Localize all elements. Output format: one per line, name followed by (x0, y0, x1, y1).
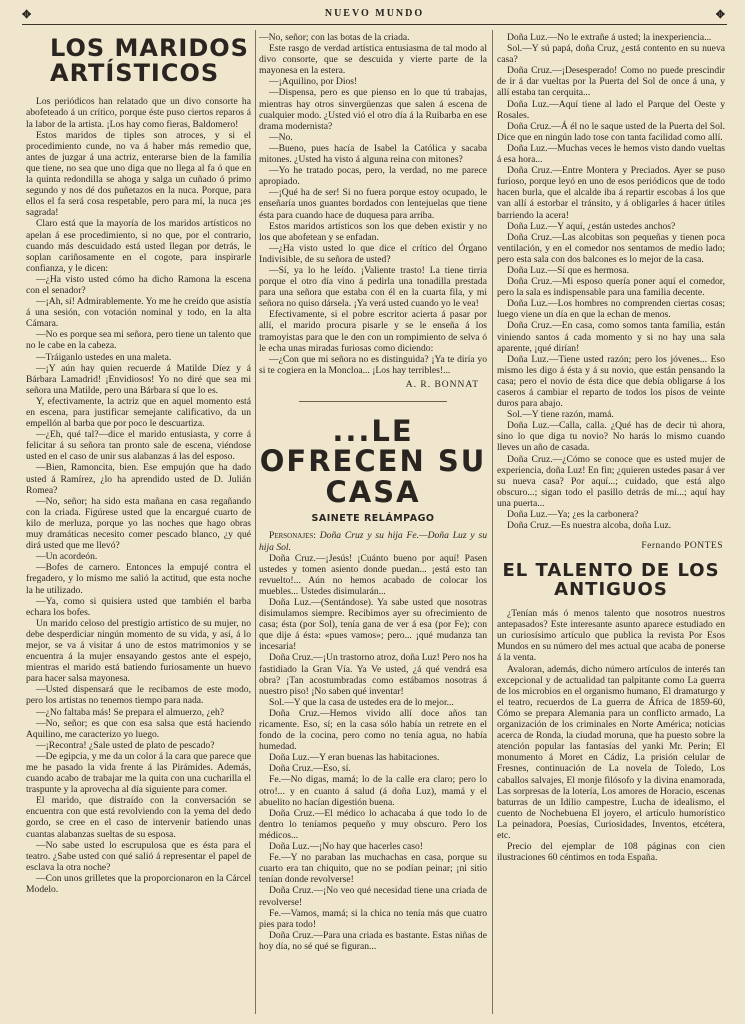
paragraph: Doña Cruz.—¡No veo qué necesidad tiene una criada de revolverse! (259, 885, 487, 908)
paragraph: Doña Luz.—¡No hay que hacerles caso! (269, 841, 423, 853)
paragraph: Doña Cruz.—El médico lo achacaba á que todo lo de dentro lo teníamos pequeño y muy obscuro. Pero los médicos... (259, 807, 487, 841)
article-body-maridos-continued (259, 32, 487, 376)
paragraph: El marido, que distraído con la conversación se encuentra con que está revolviendo con la yema del dedo gordo, se cree en el caso de intervenir batiendo unas cuantas alabanzas sueltas de su esposa. (26, 795, 251, 840)
paragraph: Doña Luz.—Sí que es hermosa. (507, 264, 630, 276)
paragraph: —Usted dispensará que le recibamos de este modo, pero los artistas no tenemos tiempo para nada. (26, 684, 251, 707)
paragraph: Doña Cruz.—¡Jesús! ¡Cuánto bueno por aquí! Pasen ustedes y tomen asiento donde puedan... ¡está esto tan revuelto!... Aún no hemos acabado de colocar los muebles... Ustedes disimularán... (259, 552, 487, 597)
paragraph: Doña Cruz.—¡Desesperado! Como no puede prescindir de ir á dar vueltas por la Puerta del Sol de once á una, y allí estaba tan cerquita... (497, 65, 725, 99)
paragraph: Doña Cruz.—Mi esposo quería poner aquí el comedor, pero la sala es indispensable para una familia decente. (497, 276, 725, 299)
paragraph: Doña Luz.—Y eran buenas las habitaciones. (269, 752, 440, 764)
paragraph: Doña Cruz.—En casa, como somos tanta familia, están viniendo santos á cada momento y si no hay una sala aparente, ¡qué dirían! (497, 320, 725, 354)
paragraph: Doña Luz.—Tiene usted razón; pero los jóvenes... Eso mismo les digo á ésta y á su novio, que están pensando la casa; pero el novio de ésta dice que debía obligarse á los caseros á cambiar el reparto de todos los pisos de veinte duros para abajo. (497, 353, 725, 410)
paragraph: —¿Eh, qué tal?—dice el marido entusiasta, y corre á felicitar á su señora tan pronto sale de escena, viéndose usted en el caso de unir sus alabanzas á las del esposo. (26, 429, 251, 463)
paragraph: Sol.—Y tiene razón, mamá. (507, 409, 614, 421)
paragraph: Los periódicos han relatado que un divo consorte ha abofeteado á un crítico, porque éste puso ciertos reparos á la labor de la artista. ¡Los hay como fieras, Baldomero! (26, 96, 251, 130)
paragraph: —Bien, Ramoncita, bien. Ese empujón que ha dado usted á Ramírez, ¿lo ha aprendido usted de D. Julián Romea? (26, 462, 251, 496)
paragraph: —Sí, ya lo he leído. ¡Valiente trasto! La tiene tirria porque el otro día vino á pedirla una tonadilla prestada para una señora que estaba con él en la cuarta fila, y mi señora no quiso dársela. ¡Ya verá usted cuando yo le vea! (259, 264, 487, 310)
paragraph: Doña Cruz.—Entre Montera y Preciados. Ayer se puso furioso, porque leyó en uno de esos periódicos que de todo hacen burla, que el alcalde iba á repartir escobas á los que van allí á estorbar el tránsito, y á obligarles á hacer útiles barriendo la acera! (497, 165, 725, 221)
paragraph: —¿Con que mi señora no es distinguida? ¡Ya te diría yo si te cogiera en la Moncloa... ¡Los hay terribles!... (259, 353, 487, 376)
author-signature: Fernando PONTES (641, 541, 723, 552)
paragraph: Un marido celoso del prestigio artístico de su mujer, no debe desperdiciar ningún momento de su vida, y así, á lo mejor, se va á visitar á uno de estos matrimonios y se encuentra á la mujer ensayando gestos ante el espejo, mientras el marido está batiendo furiosamente un huevo para hacer salsa mayonesa. (26, 617, 251, 685)
paragraph: Doña Cruz.—Eso, sí. (269, 763, 351, 775)
paragraph: Doña Luz.—Ya; ¿es la carbonera? (507, 509, 639, 521)
article-body-ofrecen-continued (497, 32, 725, 531)
paragraph: Doña Cruz.—Para una criada es bastante. Estas niñas de hoy día, no sé qué se figuran... (259, 929, 487, 952)
paragraph: —Tráiganlo ustedes en una maleta. (36, 351, 172, 363)
paragraph: —No, señor; con las botas de la criada. (259, 32, 410, 43)
paragraph: Efectivamente, si el pobre escritor acierta á pasar por allí, el marido procura pisarle y se le enseña á los tramoyistas para que le den con un rompimiento de selva ó le echa unas miradas furiosas como diciendo: (259, 309, 487, 354)
paragraph: Estos maridos artísticos son los que deben existir y no los que abofetean y se enfadan. (259, 220, 487, 243)
author-signature: A. R. BONNAT (405, 379, 479, 390)
paragraph: —¡Y aún hay quien recuerde á Matilde Díez y á Bárbara Lamadrid! ¡Envidiosos! Yo no diré que sea mi señora una Matilde, pero una Bárbara sí que lo es. (26, 362, 251, 396)
paragraph: —Con unos grilletes que la proporcionaron en la Cárcel Modelo. (26, 872, 251, 896)
column-2 (259, 32, 487, 1014)
paragraph: Doña Cruz.—Á él no le saque usted de la Puerta del Sol. Dice que en ningún lado tose con tanta facilidad como allí. (497, 120, 725, 143)
paragraph: Doña Luz.—(Sentándose). Ya sabe usted que nosotras disimulamos siempre. Recibimos ayer su ofrecimiento de casa; ésta (por Sol), tenía gana de ver á esa (por Fe); con que dije á ésta: «pues vamos»; pero... ¡qué mudanza tan incesaria! (259, 596, 487, 653)
paragraph: Precio del ejemplar de 108 páginas con cien ilustraciones 60 céntimos en toda España. (497, 841, 725, 864)
paragraph: —¡Ah, sí! Admirablemente. Yo me he creído que asistía á una sesión, con votación nominal y todo, en la alta Cámara. (26, 296, 251, 330)
column-divider (492, 30, 493, 1014)
paragraph: —No, señor; ha sido esta mañana en casa regañando con la criada. Figúrese usted que la encargué cuarto de kilo de merluza, porque yo las noches que hago obras muy dramáticas necesito comer pescado blanco, ¿y qué dirá usted que me llevó? (26, 495, 251, 552)
paragraph: Sol.—Y sú papá, doña Cruz, ¿está contento en su nueva casa? (497, 43, 725, 66)
article-title-talento: EL TALENTO DE LOS ANTIGUOS (502, 560, 720, 601)
paragraph: Doña Luz.—No le extrañe á usted; la inexperiencia... (507, 32, 712, 43)
page-header (22, 8, 727, 25)
paragraph: —Un acordeón. (36, 551, 98, 563)
paragraph: —No, señor; es que con esa salsa que está haciendo Aquilino, me caracterizo yo luego. (26, 717, 251, 740)
paragraph: —Dispensa, pero es que pienso en lo que tú trabajas, mientras hay otros sinvergüenzas que salen á escena de cualquier modo. ¿Usted vió el otro día á la Ruibarba en ese drama modernista? (259, 87, 487, 132)
paragraph: —¡Recontra! ¿Sale usted de plato de pescado? (36, 739, 215, 751)
paragraph: —No sabe usted lo escrupulosa que es ésta para el teatro. ¿Sabe usted con qué salió á representar el papel de esclava la otra noche? (26, 839, 251, 873)
paragraph: Fe.—No digas, mamá; lo de la calle era claro; pero lo otro!... y en cuanto á salud (á doña Luz), mamá y el abuelito no hacían digestión buena. (259, 774, 487, 808)
paragraph: —¿No faltaba más! Se prepara el almuerzo, ¿eh? (36, 706, 225, 718)
paragraph: Estos maridos de tiples son atroces, y si el procedimiento cunde, no va á haber más remedio que, antes de juzgar á una actriz, enterarse bien de la familia que tiene, no sea que uno diga que no llega al fa ó que en la quinta redondilla se ahoga y salga un cuñado ó primo segundo y nos dé dos puñetazos en la nuca. Porque, para ellos el fa será cosa respetable, pero para mí, la nuca ¡es sagrada! (26, 129, 251, 219)
paragraph: Doña Cruz.—¡Un trastorno atroz, doña Luz! Pero nos ha fastidiado la Gran Vía. Ya Ve usted, ¿á qué vendrá esa obra? ¡Tan acostumbradas como estábamos nosotras á nuestro piso! ¡No saben qué inventar! (259, 652, 487, 697)
paragraph: Fe.—Vamos, mamá; si la chica no tenía más que cuatro pies para todo! (259, 907, 487, 930)
paragraph: Y, efectivamente, la actriz que en aquel momento está en escena, para justificar semejante calificativo, da un empellón al barba que por poco le descuartiza. (26, 395, 251, 430)
paragraph: Doña Cruz.—Las alcobitas son pequeñas y tienen poca ventilación, y en el comedor nos sentamos de medio lado; pero esta sala con dos balcones es lo mejor de la casa. (497, 231, 725, 265)
paragraph: Doña Luz.—Los hombres no comprenden ciertas cosas; luego viene un día en que la echan de menos. (497, 298, 725, 321)
paragraph: ¿Tenían más ó menos talento que nosotros nuestros antepasados? Este interesante asunto aparece estudiado en un curiosísimo artículo que publica la revista Por Esos Mundos en su número del mes actual que acaba de ponerse á la venta. (497, 608, 725, 664)
article-subtitle: SAINETE RELÁMPAGO (311, 513, 435, 525)
paragraph: Este rasgo de verdad artística entusiasma de tal modo al divo consorte, que se descuida y vierte parte de la mayonesa en la estera. (259, 43, 487, 77)
paragraph: Doña Luz.—Y aquí, ¿están ustedes anchos? (507, 220, 676, 232)
column-divider (255, 30, 256, 1014)
ornament-left-icon: ✥ (22, 9, 34, 21)
ornament-right-icon: ✥ (715, 9, 727, 21)
paragraph: Doña Luz.—Muchas veces le hemos visto dando vueltas á esa hora... (497, 142, 725, 166)
paragraph: —No es porque sea mi señora, pero tiene un talento que no le cabe en la cabeza. (26, 329, 251, 352)
article-body-talento (497, 608, 725, 863)
article-title-maridos: LOS MARIDOS ARTÍSTICOS (50, 34, 249, 88)
cast-label: Personajes: (269, 530, 316, 542)
paragraph: Doña Luz.—Calla, calla. ¿Qué has de decir tú ahora, sino lo que diga tu novio? No harás lo mismo cuando lleves un año de casada. (497, 420, 725, 454)
paragraph: Doña Cruz.—¿Cómo se conoce que es usted mujer de experiencia, doña Luz! En fin; ¿quieren ustedes pasar á ver su nueva casa? Por aquí...; cuidado, que está algo obscuro...; sigan todo el pasillo detrás de mí...; aquí hay una puerta... (497, 453, 725, 509)
cast-names: Doña Cruz y su hija Fe.—Doña Luz y su hija Sol. (259, 530, 487, 553)
paragraph: —Bofes de carnero. Entonces la empujé contra el fregadero, y lo mismo me salió la actitud, que esta noche la he utilizado. (26, 562, 251, 596)
article-body-ofrecen (259, 553, 487, 952)
paragraph: —De egipcia, y me da un color á la cara que parece que me he pasado la vida frente á las Pirámides. Además, cuando acabo de trabajar me la quita con una cucharilla el traspunte y la aprovecha al día siguiente para comer. (26, 750, 251, 796)
paragraph: Avaloran, además, dicho número artículos de interés tan excepcional y de actualidad tan palpitante como La guerra de los microbios en el organismo humano, El dramaturgo y el teatro, recuerdos de La guerra de África de 1859-60, Cómo se prepara Alemania para un conflicto armado, La organización de los criminales en Norte América; noticias acerca de Ronda, la ciudad moruna, que ha puesto sobre la atención popular las fantasías del yanki Mr. Perin; El monumento á Moret en Cádiz, La prisión celular de Fresnes, continuación de La novela de Toledo, Los caballos salvajes, El monje filósofo y la divina enamorada, Las sorpresas de la lotería, Los amores de Horacio, escenas baturras de un Idilio campestre, Lucha de idealismo, el cuento de Nochebuena El joyero, el artículo humorístico La peinadora, Poesías, Curiosidades, Inventos, etcétera, etc. (497, 663, 725, 841)
article-body-maridos (26, 96, 251, 895)
paragraph: Fe.—Y no paraban las muchachas en casa, porque su cuarto era tan chiquito, que no se podían peinar; ¡ni sitio tenían donde revolverse! (259, 852, 487, 886)
paragraph: Sol.—Y que la casa de ustedes era de lo mejor... (269, 696, 454, 708)
column-1 (26, 32, 251, 1014)
section-divider (299, 401, 447, 402)
paragraph: —¡Qué ha de ser! Si no fuera porque estoy ocupado, le enseñaría unos guantes bordados con lentejuelas que tiene ésta para cuando hace de duquesa para arriba. (259, 187, 487, 221)
publication-title: NUEVO MUNDO (324, 8, 425, 19)
paragraph: —¿Ha visto usted cómo ha dicho Ramona la escena con el senador? (26, 273, 251, 296)
paragraph: —Yo he tratado pocas, pero, la verdad, no me parece apropiado. (259, 165, 487, 188)
paragraph: Doña Cruz.—Es nuestra alcoba, doña Luz. (507, 520, 672, 532)
column-3 (497, 32, 725, 1014)
paragraph: Claro está que la mayoría de los maridos artísticos no apelan á ese procedimiento, si no que, por el contrario, cuando más descuidado está usted llegan por detrás, le soplan cariñosamente en el cogote, para inspirarle confianza, y le dicen: (26, 218, 251, 274)
paragraph: —¿Ha visto usted lo que dice el crítico del Órgano Indivisible, de su señora de usted? (259, 242, 487, 265)
cast-list (259, 530, 487, 552)
paragraph: —¡Aquilino, por Dios! (269, 76, 358, 88)
paragraph: —Ya, como si quisiera usted que también el barba echara los bofes. (26, 595, 251, 618)
paragraph: Doña Luz.—Aquí tiene al lado el Parque del Oeste y Rosales. (497, 98, 725, 121)
paragraph: —Bueno, pues hacía de Isabel la Católica y sacaba mitones. ¿Usted ha visto á alguna reina con mitones? (259, 142, 487, 166)
article-title-ofrecen: ...LE OFRECEN SU CASA (259, 414, 487, 509)
paragraph: Doña Cruz.—Hemos vivido allí doce años tan ricamente. Eso, sí; en la casa sólo había un retrete en el fondo de la cocina, pero como no tenía agua, no había humedad. (259, 707, 487, 753)
paragraph: —No. (269, 131, 293, 143)
